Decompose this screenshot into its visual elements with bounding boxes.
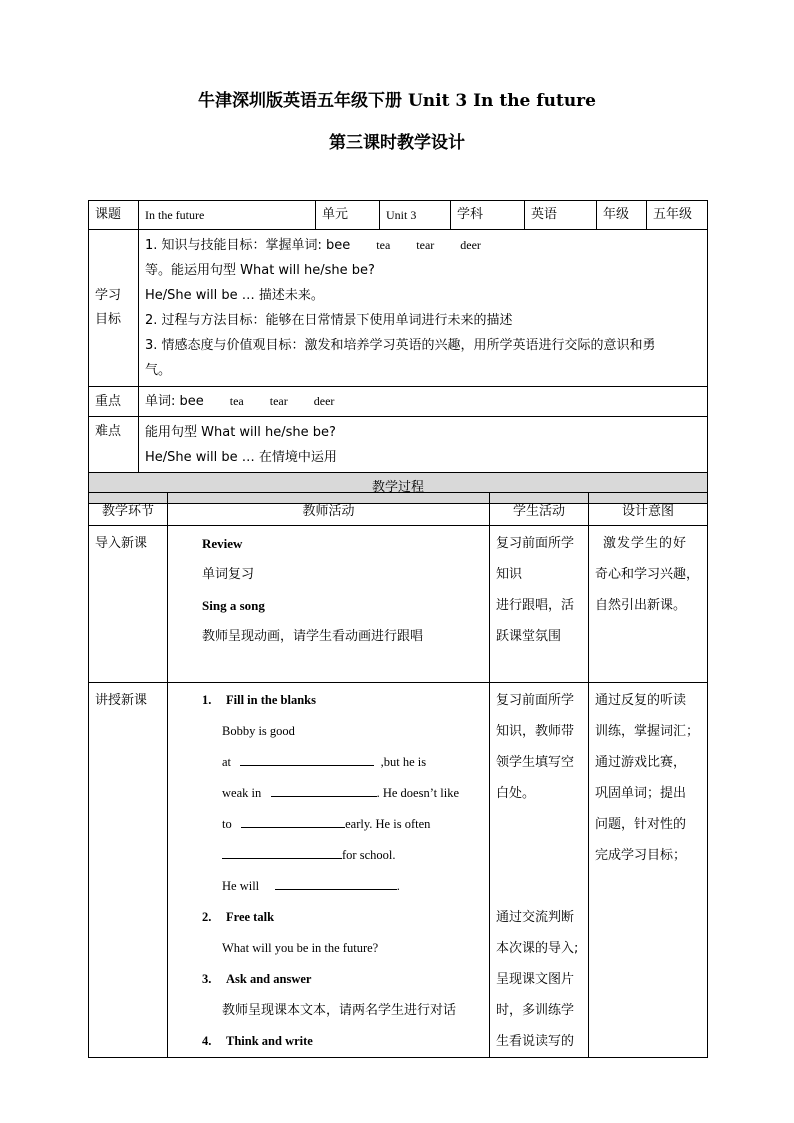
item-fill-heading (174, 685, 483, 716)
student-intro-line: 跃课堂氛围 (496, 629, 562, 644)
grade-value: 五年级 (647, 201, 708, 230)
stage-teaching (89, 683, 168, 1058)
stage-intro-label: 导入新课 (95, 536, 148, 551)
item2-number: 2. (202, 910, 212, 924)
fill-l6-suffix: . (396, 879, 400, 893)
item1-title: Fill in the blanks (226, 693, 316, 707)
sing-heading: Sing a song (202, 598, 265, 613)
student-intro-line: 复习前面所学 (496, 536, 575, 551)
fill-line-5 (174, 840, 483, 871)
student-teaching-line: 复习前面所学 (496, 693, 575, 708)
unit-value: Unit 3 (380, 201, 451, 230)
student-teaching-line: 时，多训练学 (496, 1003, 575, 1018)
topic-value: In the future (139, 201, 316, 230)
student-intro-line: 知识 (496, 567, 523, 582)
student-teaching-line: 生看说读写的 (496, 1034, 575, 1049)
item2-title: Free talk (226, 910, 275, 924)
intent-intro-line: 自然引出新课。 (595, 598, 687, 613)
intent-intro-line: 奇心和学习兴趣， (595, 567, 700, 582)
intent-teaching-line: 训练，掌握词汇； (595, 724, 700, 739)
document-subtitle: 第三课时教学设计 (329, 133, 465, 153)
blank-4[interactable] (222, 844, 342, 859)
intent-teaching (589, 683, 708, 1058)
student-teaching-line: 领学生填写空 (496, 755, 575, 770)
grade-label: 年级 (597, 201, 647, 230)
header-student: 学生活动 (490, 493, 589, 526)
ask-answer-text: 教师呈现课本文本，请两名学生进行对话 (222, 1003, 457, 1018)
key-word-tear: tear (269, 394, 288, 408)
goal-line-5: 3. 情感态度与价值观目标：激发和培养学习英语的兴趣，用所学英语进行交际的意识和勇 (145, 338, 656, 353)
fill-l2-suffix: ,but he is (380, 755, 427, 769)
review-text: 单词复习 (202, 567, 255, 582)
fill-l4-suffix: early. He is often (345, 817, 431, 831)
fill-line-1: Bobby is good (222, 724, 295, 738)
teacher-activity-intro (168, 526, 490, 683)
blank-3[interactable] (241, 813, 345, 828)
goals-label (89, 230, 139, 387)
stage-intro (89, 526, 168, 683)
key-points-content (139, 387, 708, 417)
topic-label: 课题 (89, 201, 139, 230)
goal-word-tea: tea (376, 238, 391, 252)
intent-teaching-line: 问题，针对性的 (595, 817, 687, 832)
process-section-title: 教学过程 (89, 473, 708, 504)
intent-teaching-line: 完成学习目标； (595, 848, 687, 863)
intent-teaching-line: 巩固单词；提出 (595, 786, 687, 801)
fill-line-6 (174, 871, 483, 902)
student-teaching-line: 知识，教师带 (496, 724, 575, 739)
goal-line-4: 2. 过程与方法目标：能够在日常情景下使用单词进行未来的描述 (145, 313, 513, 328)
goal-line-3: He/She will be … 描述未来。 (145, 288, 324, 303)
goals-content (139, 230, 708, 387)
item3-title: Ask and answer (226, 972, 312, 986)
fill-line-4 (174, 809, 483, 840)
item-ask-answer-heading (174, 964, 483, 995)
difficulties-line-2: He/She will be … 在情境中运用 (145, 450, 337, 465)
difficulties-content (139, 417, 708, 473)
goal-line1-prefix: 1. 知识与技能目标：掌握单词: bee (145, 238, 351, 253)
fill-line-3 (174, 778, 483, 809)
student-intro-line: 进行跟唱，活 (496, 598, 575, 613)
sing-text: 教师呈现动画，请学生看动画进行跟唱 (202, 629, 424, 644)
key-word-deer: deer (313, 394, 335, 408)
header-stage: 教学环节 (89, 493, 168, 526)
difficulties-line-1: 能用句型 What will he/she be? (145, 425, 336, 440)
stage-teaching-label: 讲授新课 (95, 693, 148, 708)
fill-line-2 (174, 747, 483, 778)
process-table (88, 492, 708, 1058)
difficulties-label: 难点 (89, 417, 139, 473)
student-teaching-line: 本次课的导入; (496, 941, 579, 956)
blank-5[interactable] (275, 875, 397, 890)
fill-l3-suffix: . He doesn’t like (376, 786, 460, 800)
review-heading: Review (202, 536, 243, 551)
item-free-talk-heading (174, 902, 483, 933)
goal-line-1 (145, 233, 701, 258)
teacher-activity-teaching (168, 683, 490, 1058)
fill-l5-suffix: for school. (342, 848, 396, 862)
goals-label-line2: 目标 (95, 312, 122, 327)
student-activity-intro (490, 526, 589, 683)
fill-l2-prefix: at (222, 755, 232, 769)
fill-l6-prefix: He will (222, 879, 260, 893)
student-teaching-line: 呈现课文图片 (496, 972, 575, 987)
item1-number: 1. (202, 693, 212, 707)
subject-value: 英语 (525, 201, 597, 230)
header-intent: 设计意图 (589, 493, 708, 526)
header-teacher: 教师活动 (168, 493, 490, 526)
goal-line-6: 气。 (145, 363, 172, 378)
intent-intro-line: 激发学生的好 (603, 536, 688, 551)
subject-label: 学科 (451, 201, 525, 230)
item4-title: Think and write (226, 1034, 313, 1048)
intent-intro (589, 526, 708, 683)
intent-teaching-line: 通过游戏比赛， (595, 755, 687, 770)
key-points-label: 重点 (89, 387, 139, 417)
item-think-write-heading (174, 1026, 483, 1057)
blank-2[interactable] (271, 782, 377, 797)
fill-l3-prefix: weak in (222, 786, 262, 800)
free-talk-question: What will you be in the future? (222, 941, 379, 955)
key-word-tea: tea (229, 394, 244, 408)
fill-l4-prefix: to (222, 817, 232, 831)
document-title: 牛津深圳版英语五年级下册 Unit 3 In the future (198, 91, 596, 111)
item3-number: 3. (202, 972, 212, 986)
key-points-prefix: 单词: bee (145, 394, 204, 409)
unit-label: 单元 (316, 201, 380, 230)
lesson-info-table (88, 200, 708, 504)
blank-1[interactable] (240, 751, 374, 766)
goal-line-2: 等。能运用句型 What will he/she be? (145, 263, 375, 278)
student-activity-teaching (490, 683, 589, 1058)
goal-word-tear: tear (416, 238, 435, 252)
goal-word-deer: deer (460, 238, 481, 252)
student-teaching-line: 白处。 (496, 786, 536, 801)
goals-label-line1: 学习 (95, 288, 122, 303)
intent-teaching-line: 通过反复的听读 (595, 693, 687, 708)
item4-number: 4. (202, 1034, 212, 1048)
student-teaching-line: 通过交流判断 (496, 910, 575, 925)
